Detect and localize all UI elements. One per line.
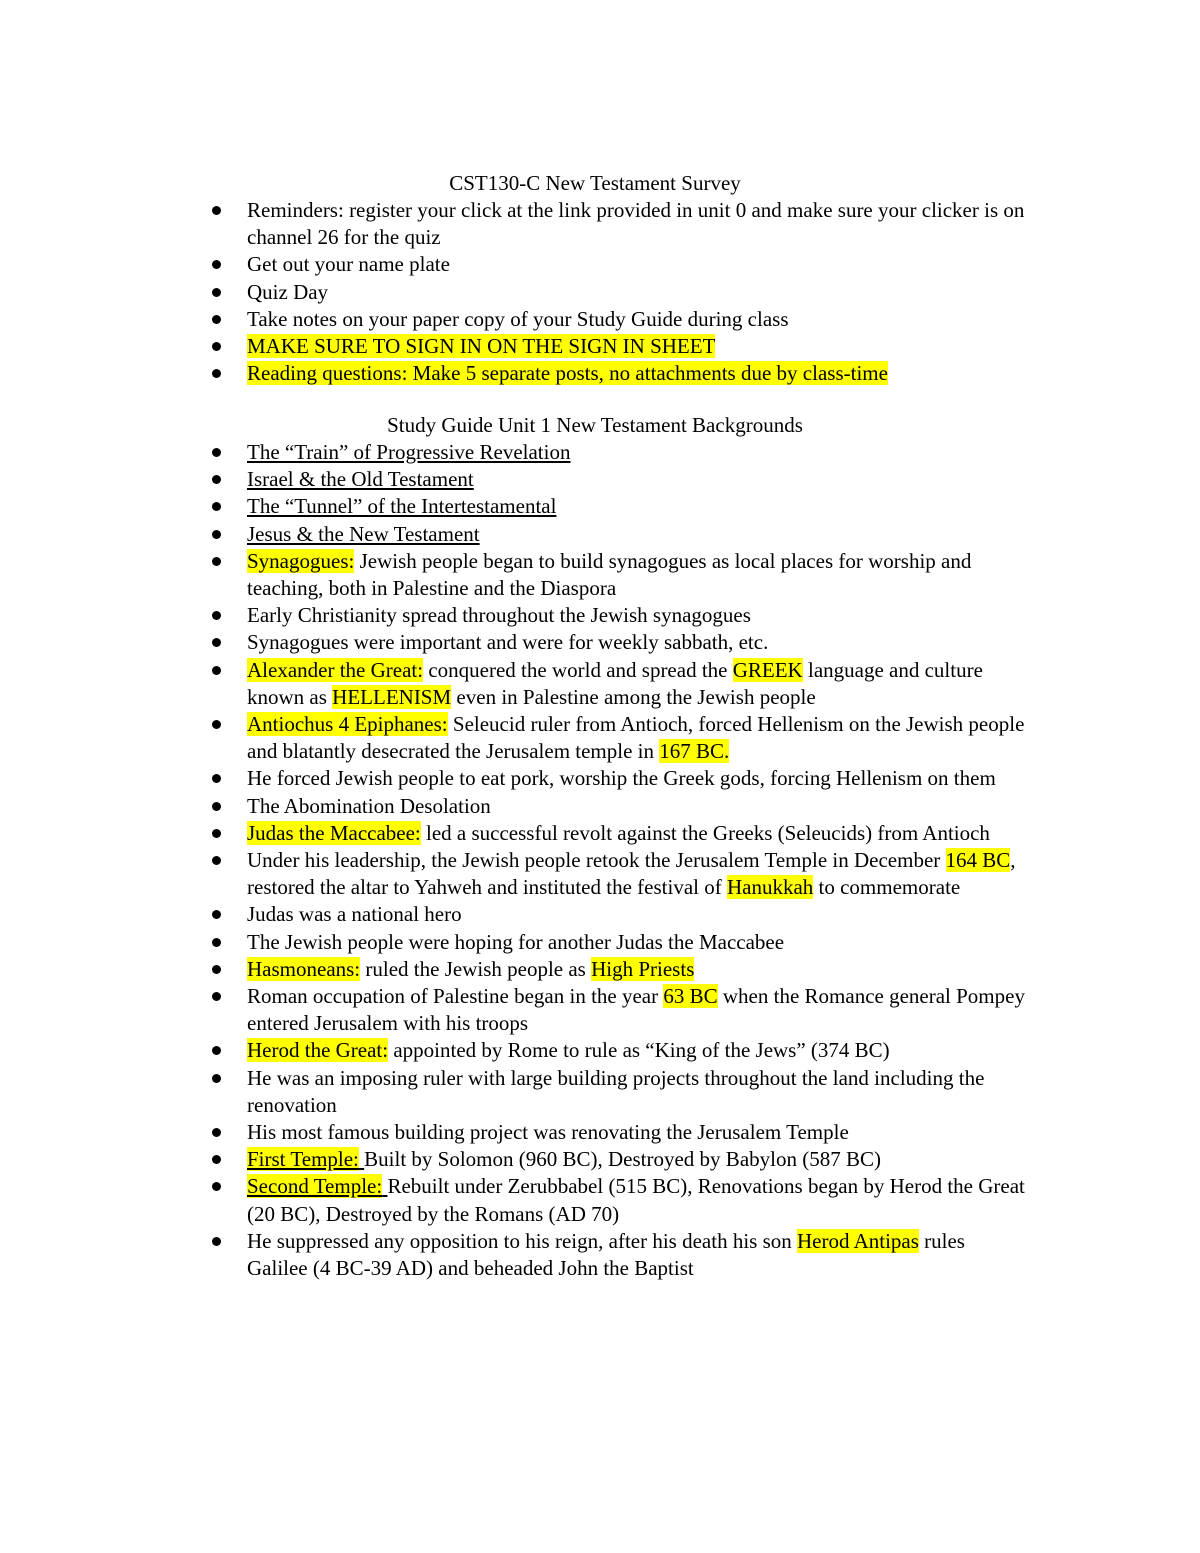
item-text: conquered the world and spread the <box>423 657 733 682</box>
highlighted-text: 63 BC <box>663 984 718 1009</box>
item-text: when the Romance general Pompey entered Jerusalem with his troops <box>247 984 1025 1036</box>
highlighted-text: HELLENISM <box>332 684 452 709</box>
item-text: Jewish people began to build synagogues as local places for worship and teaching, both in Palestine and the Diaspora <box>247 548 972 601</box>
list-item <box>0 820 1027 847</box>
list-item <box>0 1037 1027 1064</box>
item-text: rules Galilee (4 BC-39 AD) and beheaded John the Baptist <box>247 1228 965 1281</box>
list-item <box>0 333 1027 360</box>
list-item <box>0 956 1027 983</box>
highlighted-text: GREEK <box>732 657 803 682</box>
item-text: Synagogues were important and were for weekly sabbath, etc. <box>247 630 769 655</box>
bullet-icon <box>212 1237 221 1246</box>
bullet-icon <box>212 638 221 647</box>
list-item <box>0 521 1027 548</box>
bullet-icon <box>212 802 221 811</box>
bullet-icon <box>212 260 221 269</box>
item-text: even in Palestine among the Jewish people <box>451 684 816 709</box>
item-text: , restored the altar to Yahweh and instituted the festival of <box>247 848 1016 900</box>
item-text: Israel & the Old Testament <box>247 467 474 492</box>
bullet-icon <box>212 1046 221 1055</box>
item-text: ruled the Jewish people as <box>360 956 592 981</box>
highlighted-text: Reading questions: Make 5 separate posts, no attachments due by class-time <box>247 361 888 386</box>
bullet-icon <box>212 369 221 378</box>
list-item <box>0 602 1027 629</box>
highlighted-text: Judas the Maccabee: <box>247 820 421 845</box>
item-text: The Jewish people were hoping for another Judas the Maccabee <box>247 929 785 954</box>
bullet-icon <box>212 315 221 324</box>
bullet-icon <box>212 475 221 484</box>
list-item <box>0 1228 1027 1282</box>
item-text: Get out your name plate <box>247 252 450 277</box>
item-text: led a successful revolt against the Greeks (Seleucids) from Antioch <box>420 820 990 845</box>
item-text: appointed by Rome to rule as “King of the Jews” (374 BC) <box>388 1038 890 1063</box>
list-item <box>0 197 1027 251</box>
list-item <box>0 847 1027 901</box>
bullet-icon <box>212 288 221 297</box>
bullet-icon <box>212 342 221 351</box>
bullet-icon <box>212 829 221 838</box>
bullet-icon <box>212 666 221 675</box>
study-guide-list <box>0 439 1200 1282</box>
bullet-icon <box>212 1074 221 1083</box>
course-title: CST130-C New Testament Survey <box>449 171 741 195</box>
highlighted-text: MAKE SURE TO SIGN IN ON THE SIGN IN SHEET <box>247 334 716 359</box>
item-text: He forced Jewish people to eat pork, worship the Greek gods, forcing Hellenism on them <box>247 766 996 791</box>
list-item <box>0 657 1027 711</box>
item-text: to commemorate <box>813 875 961 900</box>
item-text: He was an imposing ruler with large building projects throughout the land including the renovation <box>247 1065 985 1117</box>
bullet-icon <box>212 1128 221 1137</box>
study-guide-title: Study Guide Unit 1 New Testament Backgrounds <box>387 413 803 437</box>
bullet-icon <box>212 530 221 539</box>
list-item <box>0 1119 1027 1146</box>
item-text: Take notes on your paper copy of your Study Guide during class <box>247 306 789 331</box>
item-text: Jesus & the New Testament <box>247 521 480 546</box>
highlighted-text: Alexander the Great: <box>247 657 424 682</box>
bullet-icon <box>212 938 221 947</box>
highlighted-text: High Priests <box>591 956 695 981</box>
list-item <box>0 493 1027 520</box>
highlighted-text: Synagogues: <box>247 548 355 573</box>
bullet-icon <box>212 557 221 566</box>
item-text: Rebuilt under Zerubbabel (515 BC), Renovations began by Herod the Great (20 BC), Destroyed by the Romans (AD 70) <box>247 1174 1025 1226</box>
highlighted-text: 164 BC <box>945 848 1011 873</box>
bullet-icon <box>212 448 221 457</box>
reminders-list <box>0 197 1200 387</box>
bullet-icon <box>212 1182 221 1191</box>
highlighted-text: Hanukkah <box>726 875 814 900</box>
list-item <box>0 711 1027 765</box>
list-item <box>0 439 1027 466</box>
item-text: Seleucid ruler from Antioch, forced Hellenism on the Jewish people and blatantly desecrated the Jerusalem temple in <box>247 712 1025 764</box>
highlighted-text: First Temple: <box>247 1147 359 1172</box>
list-item <box>0 360 1027 387</box>
highlighted-text: Herod Antipas <box>797 1228 919 1253</box>
item-text: Roman occupation of Palestine began in the year <box>247 984 664 1009</box>
list-item <box>0 983 1027 1037</box>
list-item <box>0 1146 1027 1173</box>
bullet-icon <box>212 774 221 783</box>
bullet-icon <box>212 910 221 919</box>
list-item <box>0 306 1027 333</box>
item-text: His most famous building project was renovating the Jerusalem Temple <box>247 1120 849 1145</box>
item-text: He suppressed any opposition to his reign, after his death his son <box>247 1228 797 1253</box>
bullet-icon <box>212 856 221 865</box>
bullet-icon <box>212 502 221 511</box>
list-item <box>0 1065 1027 1119</box>
list-item <box>0 251 1027 278</box>
item-text: Early Christianity spread throughout the Jewish synagogues <box>247 603 751 628</box>
bullet-icon <box>212 206 221 215</box>
list-item <box>0 1173 1027 1227</box>
bullet-icon <box>212 720 221 729</box>
highlighted-text: Second Temple: <box>247 1174 383 1199</box>
item-text: Reminders: register your click at the link provided in unit 0 and make sure your clicker is on channel 26 for the quiz <box>247 198 1025 250</box>
item-text: The “Tunnel” of the Intertestamental <box>247 494 557 519</box>
list-item <box>0 901 1027 928</box>
highlighted-text: Antiochus 4 Epiphanes: <box>247 712 448 737</box>
list-item <box>0 548 1027 602</box>
list-item <box>0 629 1027 656</box>
highlighted-text: Hasmoneans: <box>247 956 361 981</box>
list-item <box>0 466 1027 493</box>
list-item <box>0 765 1027 792</box>
list-item <box>0 279 1027 306</box>
item-text: Built by Solomon (960 BC), Destroyed by Babylon (587 BC) <box>364 1147 881 1172</box>
bullet-icon <box>212 611 221 620</box>
bullet-icon <box>212 965 221 974</box>
highlighted-text: 167 BC. <box>659 739 730 764</box>
bullet-icon <box>212 992 221 1001</box>
item-text: The Abomination Desolation <box>247 793 491 818</box>
bullet-icon <box>212 1155 221 1164</box>
list-item <box>0 929 1027 956</box>
list-item <box>0 793 1027 820</box>
item-text: The “Train” of Progressive Revelation <box>247 440 571 464</box>
item-text: language and culture known as <box>247 657 983 709</box>
highlighted-text: Herod the Great: <box>247 1038 389 1063</box>
item-text: Quiz Day <box>247 279 329 304</box>
item-text: Judas was a national hero <box>247 902 462 927</box>
item-text: Under his leadership, the Jewish people retook the Jerusalem Temple in December <box>247 848 946 873</box>
